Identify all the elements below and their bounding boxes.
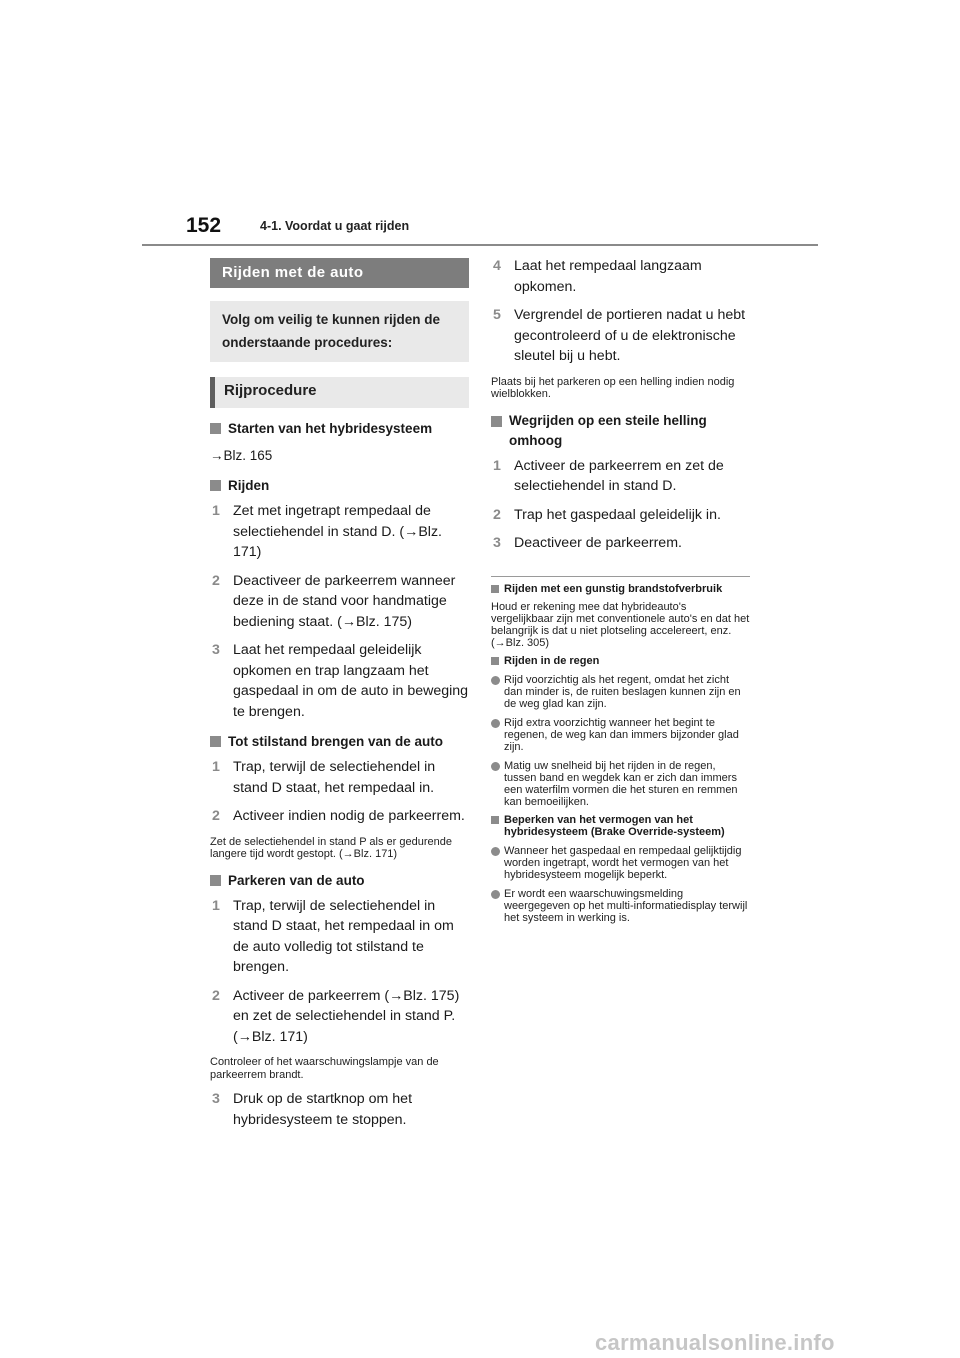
step-item xyxy=(210,757,469,798)
rain-item: Rijd extra voorzichtig wanneer het begint te regenen, de weg kan dan immers bijzonder glad zijn. xyxy=(491,717,750,753)
square-bullet-icon xyxy=(491,585,499,593)
left-column xyxy=(210,258,469,1130)
step-text: Deactiveer de parkeerrem. xyxy=(514,535,682,551)
step-number: 5 xyxy=(493,307,501,323)
page-header xyxy=(142,214,818,248)
fuel-text: Houd er rekening mee dat hybrideauto's vergelijkbaar zijn met conventionele auto's en dat het belangrijk is dat u niet plotseling accelereert, enz. (→Blz. 305) xyxy=(491,600,750,649)
circle-bullet-icon xyxy=(491,762,500,771)
park-heading: Parkeren van de auto xyxy=(210,871,469,891)
stop-heading: Tot stilstand brengen van de auto xyxy=(210,732,469,752)
intro-box: Volg om veilig te kunnen rijden de onderstaande procedures: xyxy=(210,301,469,362)
step-item xyxy=(491,456,750,497)
square-bullet-icon xyxy=(210,736,221,747)
square-bullet-icon xyxy=(210,480,221,491)
step-number: 2 xyxy=(212,572,220,589)
step-item xyxy=(210,896,469,978)
step-number: 1 xyxy=(212,759,220,775)
step-item xyxy=(210,640,469,722)
right-column xyxy=(491,256,750,924)
step-number: 1 xyxy=(212,897,220,914)
step-text: Trap, terwijl de selectiehendel in stand D staat, het rempedaal in om de auto volledig tot stilstand te brengen. xyxy=(233,897,454,975)
circle-bullet-icon xyxy=(491,847,500,856)
step-text: Activeer de parkeerrem en zet de selectiehendel in stand D. xyxy=(514,457,724,494)
step-text: Laat het rempedaal langzaam opkomen. xyxy=(514,258,702,295)
step-text: Trap, terwijl de selectiehendel in stand D staat, het rempedaal in. xyxy=(233,759,436,796)
section-banner: Rijden met de auto xyxy=(210,258,469,288)
park-note-2: Plaats bij het parkeren op een helling indien nodig wielblokken. xyxy=(491,375,735,400)
step-item xyxy=(210,501,469,563)
park-note: Controleer of het waarschuwingslampje van de parkeerrem brandt. xyxy=(210,1056,439,1081)
square-bullet-icon xyxy=(491,657,499,665)
rain-item: Rijd voorzichtig als het regent, omdat het zicht dan minder is, de ruiten beslagen kunnen zijn en de weg glad kan zijn. xyxy=(491,674,750,710)
step-number: 4 xyxy=(493,258,501,274)
step-text: Deactiveer de parkeerrem wanneer deze in de stand voor handmatige bediening staat. (→Blz. 175) xyxy=(233,572,456,630)
step-text: Vergrendel de portieren nadat u hebt gecontroleerd of u de elektronische sleutel bij u hebt. xyxy=(514,307,746,364)
drive-heading: Rijden xyxy=(210,476,469,496)
subsection-banner: Rijprocedure xyxy=(210,377,469,408)
step-item xyxy=(210,986,469,1048)
step-item xyxy=(210,806,469,827)
step-number: 2 xyxy=(493,506,501,523)
rain-heading: Rijden in de regen xyxy=(491,655,750,667)
square-bullet-icon xyxy=(491,416,502,427)
step-item xyxy=(491,256,750,297)
step-item xyxy=(491,505,750,526)
rain-item: Matig uw snelheid bij het rijden in de regen, tussen band en wegdek kan er zich dan immers een waterfilm vormen die het sturen en remmen kan bemoeilijken. xyxy=(491,760,750,808)
step-number: 2 xyxy=(212,808,220,824)
section-title: 4-1. Voordat u gaat rijden xyxy=(260,219,410,233)
start-heading: Starten van het hybridesysteem xyxy=(210,419,469,439)
step-text: Laat het rempedaal geleidelijk opkomen en trap langzaam het gaspedaal in om de auto in beweging te brengen. xyxy=(233,642,469,720)
brake-item: Wanneer het gaspedaal en rempedaal gelijktijdig worden ingetrapt, wordt het vermogen van het hybridesysteem mogelijk beperkt. xyxy=(491,845,750,881)
step-item xyxy=(491,533,750,554)
step-text: Activeer indien nodig de parkeerrem. xyxy=(233,808,465,824)
brake-override-heading: Beperken van het vermogen van het hybridesysteem (Brake Override-systeem) xyxy=(491,814,750,838)
step-text: Druk op de startknop om het hybridesysteem te stoppen. xyxy=(233,1091,413,1128)
hill-heading: Wegrijden op een steile helling omhoog xyxy=(491,411,750,451)
step-number: 3 xyxy=(212,1091,220,1107)
step-number: 3 xyxy=(493,535,501,551)
circle-bullet-icon xyxy=(491,719,500,728)
step-text: Zet met ingetrapt rempedaal de selectiehendel in stand D. (→Blz. 171) xyxy=(233,503,442,560)
step-item xyxy=(210,1089,469,1130)
step-number: 3 xyxy=(212,642,220,658)
step-item xyxy=(210,571,469,633)
header-rule xyxy=(142,244,818,246)
circle-bullet-icon xyxy=(491,890,500,899)
fuel-heading: Rijden met een gunstig brandstofverbruik xyxy=(491,583,750,595)
section-divider xyxy=(491,576,750,577)
step-text: Activeer de parkeerrem (→Blz. 175) en zet de selectiehendel in stand P. (→Blz. 171) xyxy=(233,987,460,1045)
step-text: Trap het gaspedaal geleidelijk in. xyxy=(514,506,721,523)
step-number: 2 xyxy=(212,987,220,1004)
brake-item: Er wordt een waarschuwingsmelding weergegeven op het multi-informatiedisplay terwijl het systeem in werking is. xyxy=(491,888,750,924)
circle-bullet-icon xyxy=(491,676,500,685)
step-number: 1 xyxy=(493,457,501,474)
square-bullet-icon xyxy=(210,875,221,886)
start-reference: →Blz. 165 xyxy=(210,448,273,463)
watermark: carmanualsonline.info xyxy=(595,1330,835,1355)
page-number: 152 xyxy=(186,214,222,237)
stop-note: Zet de selectiehendel in stand P als er gedurende langere tijd wordt gestopt. (→Blz. 171) xyxy=(210,835,452,860)
square-bullet-icon xyxy=(491,816,499,824)
step-number: 1 xyxy=(212,503,220,519)
step-item xyxy=(491,305,750,367)
square-bullet-icon xyxy=(210,423,221,434)
